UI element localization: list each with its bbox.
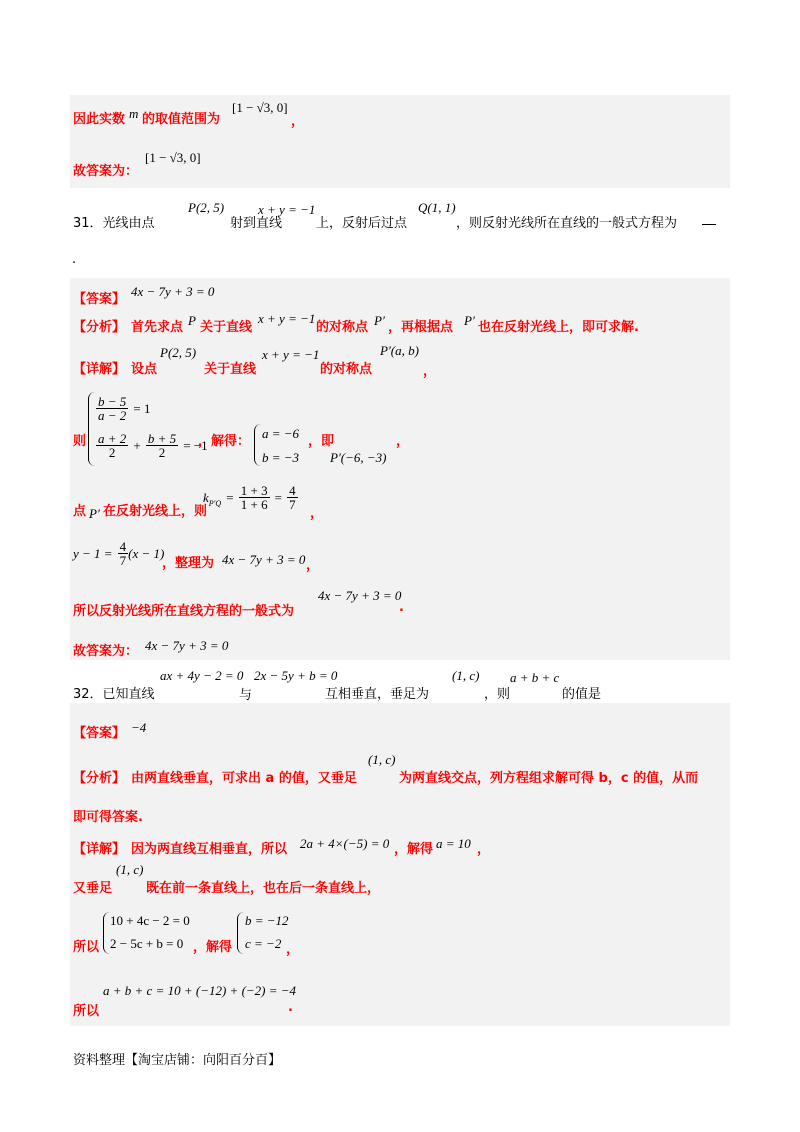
a31-k-t2: 在反射光线上，则 [103,504,208,519]
a32-detail-eq: 2a + 4×(−5) = 0 [300,836,390,851]
a31-line-frac [118,540,129,567]
a31-line-rhs: (x − 1) [128,546,165,561]
a31-detail-t3: 的对称点 [320,362,373,377]
a31-gen-t: 所以反射光线所在直线方程的一般式为 [73,604,295,619]
a31-final-t: 故答案为： [73,644,139,659]
a31-line-lhs: y − 1 = [73,546,113,561]
q32-expr: a + b + c [510,670,560,685]
q31-dot: . [72,252,77,267]
q31-suffix: ，则反射光线所在直线的一般式方程为 [456,216,678,231]
a31-detail-t4: ， [423,364,437,379]
q32-foot: (1, c) [452,668,480,683]
q32-mid2: 互相垂直，垂足为 [325,687,430,702]
a32-sol-comma: ， [286,942,300,957]
a32-foot-t1: 又垂足 [73,881,113,896]
a31-final-math: 4x − 7y + 3 = 0 [145,638,229,653]
q31-prefix: 31．光线由点 [73,216,155,231]
a31-detail-eq: x + y = −1 [262,347,320,362]
a31-analysis-eq: x + y = −1 [258,311,316,326]
s1-line1-var: m [129,106,139,121]
a31-detail-t2: 关于直线 [204,362,257,377]
a32-sum-math: a + b + c = 10 + (−12) + (−2) = −4 [103,983,297,998]
a31-k-eq: = [226,490,234,505]
a31-analysis-t3: 的对称点 [316,320,369,335]
s1-line2-text: 故答案为： [73,164,139,179]
a31-sys2-d1: 2 [108,445,116,460]
a32-sol2: c = −2 [245,936,282,951]
a31-sys2-frac1 [96,432,128,459]
a31-k-eq2: = [274,490,283,505]
a32-detail-t2: ，解得 [394,842,434,857]
a32-foot-m: (1, c) [116,862,144,877]
a31-sys1-rhs: = 1 [133,401,151,416]
a32-sys2: 2 − 5c + b = 0 [110,936,184,951]
q32-suffix: 的值是 [562,687,602,702]
a31-solve-label: ，解得： [198,434,251,449]
s1-line1-end: ， [291,114,305,129]
a31-sys-brace [88,392,95,466]
a32-analysis-t2: 为两直线交点，列方程组求解可得 b，c 的值，从而 [399,771,699,786]
a32-sol-brace [237,912,244,954]
a31-detail-tag: 【详解】 [73,362,126,377]
a31-sys-ze: 则 [73,434,87,449]
answer-block-32 [70,703,730,1026]
a31-sys2-n2: b + 5 [147,431,177,446]
a31-k-formula [203,484,298,511]
q32-eq1: ax + 4y − 2 = 0 [160,668,244,683]
a31-k-sym: k [203,490,209,505]
a31-k-rfrac [287,484,298,511]
q32-eq2: 2x − 5y + b = 0 [254,668,338,683]
a31-k-den: 1 + 6 [240,497,268,512]
q31-mid2: 上，反射后过点 [316,216,408,231]
a32-sum-dot: . [288,1000,293,1015]
a31-detail-t1: 设点 [131,362,158,377]
q32-mid3: ，则 [484,687,511,702]
a31-sys2-frac2 [146,432,178,459]
a31-sol2: b = −3 [262,450,300,465]
a32-detail-t3: ， [477,842,491,857]
s1-line2-math: [1 − √3, 0] [145,150,201,165]
a31-sol1: a = −6 [262,426,300,441]
a32-analysis-foot: (1, c) [368,752,396,767]
a32-analysis-tag: 【分析】 [73,771,126,786]
a32-foot-t2: 既在前一条直线上，也在后一条直线上， [146,881,381,896]
a31-gen-dot: . [399,600,404,615]
a32-analysis-t3: 即可得答案. [73,810,143,825]
a31-sol-comma: ， [396,434,410,449]
a31-sys2-op: + [133,438,141,453]
a31-line-comma: ， [306,558,320,573]
a31-sys2-n1: a + 2 [98,431,127,446]
a32-detail-t1: 因为两直线互相垂直，所以 [131,842,288,857]
q31-answer-blank [702,214,716,225]
a31-k-comma: ， [310,506,324,521]
a31-k-t1: 点 [73,504,87,519]
s1-line1-math: [1 − √3, 0] [232,100,288,115]
a31-sol-brace [254,424,261,466]
a31-sys1-num: b − 5 [98,394,127,409]
a31-analysis-t5: 也在反射光线上，即可求解. [478,320,639,335]
a32-sys-solve: ，解得 [193,940,233,955]
a31-line-t1: ，整理为 [162,556,215,571]
a31-k-rnum: 4 [289,483,296,498]
s1-line1-mid: 的取值范围为 [142,112,221,127]
a31-sys-eq1 [96,395,150,422]
a31-analysis-pp2: P′ [464,313,475,328]
a31-analysis-t1: 首先求点 [131,320,184,335]
a31-sys-eq2 [96,432,208,459]
a31-k-sub: P′Q [208,499,222,509]
s1-line1-text: 因此实数 [73,112,126,127]
a31-answer-math: 4x − 7y + 3 = 0 [131,284,215,299]
a31-detail-pp: P′(a, b) [380,343,419,358]
q31-mid1: 射到直线 [230,216,283,231]
a31-line-num: 4 [119,539,127,554]
a32-answer-math: −4 [131,720,147,735]
q31-p-point: P(2, 5) [188,200,225,215]
a31-analysis-pp: P′ [374,313,385,328]
a31-gen-math: 4x − 7y + 3 = 0 [318,588,402,603]
q31-line-eq: x + y = −1 [258,202,316,217]
a32-sys-brace [103,912,110,954]
a32-sol1: b = −12 [245,913,289,928]
a31-k-frac [239,484,270,511]
a31-answer-tag: 【答案】 [73,292,126,307]
a31-line-res: 4x − 7y + 3 = 0 [222,552,306,567]
a31-line-den: 7 [119,553,127,568]
a32-answer-tag: 【答案】 [73,726,126,741]
a32-sys1: 10 + 4c − 2 = 0 [110,913,190,928]
q31-q-point: Q(1, 1) [418,200,456,215]
a31-k-rden: 7 [289,497,296,512]
a31-k-pp: P′ [89,506,100,521]
a31-analysis-p: P [188,313,196,328]
a31-sys2-rhs: = −1 [183,438,208,453]
a31-sys1-frac [96,395,128,422]
a31-analysis-t2: 关于直线 [200,320,253,335]
a31-sol-ji: ，即 [308,434,335,449]
a32-detail-sol: a = 10 [436,836,471,851]
footer-text: 资料整理【淘宝店铺：向阳百分百】 [73,1053,282,1068]
a32-detail-tag: 【详解】 [73,842,126,857]
a31-k-num: 1 + 3 [240,483,268,498]
a31-line-formula [73,540,164,567]
a32-sum-t: 所以 [73,1004,100,1019]
a31-analysis-tag: 【分析】 [73,320,126,335]
a31-analysis-t4: ，再根据点 [388,320,454,335]
a31-detail-p: P(2, 5) [160,345,197,360]
q32-prefix: 32．已知直线 [73,687,155,702]
a31-sol-point: P′(−6, −3) [330,450,387,465]
a31-sys1-den: a − 2 [98,408,127,423]
a32-sys-t: 所以 [73,940,100,955]
a31-sys2-d2: 2 [158,445,166,460]
a32-analysis-t1: 由两直线垂直，可求出 a 的值，又垂足 [131,771,357,786]
q32-mid1: 与 [239,688,253,703]
